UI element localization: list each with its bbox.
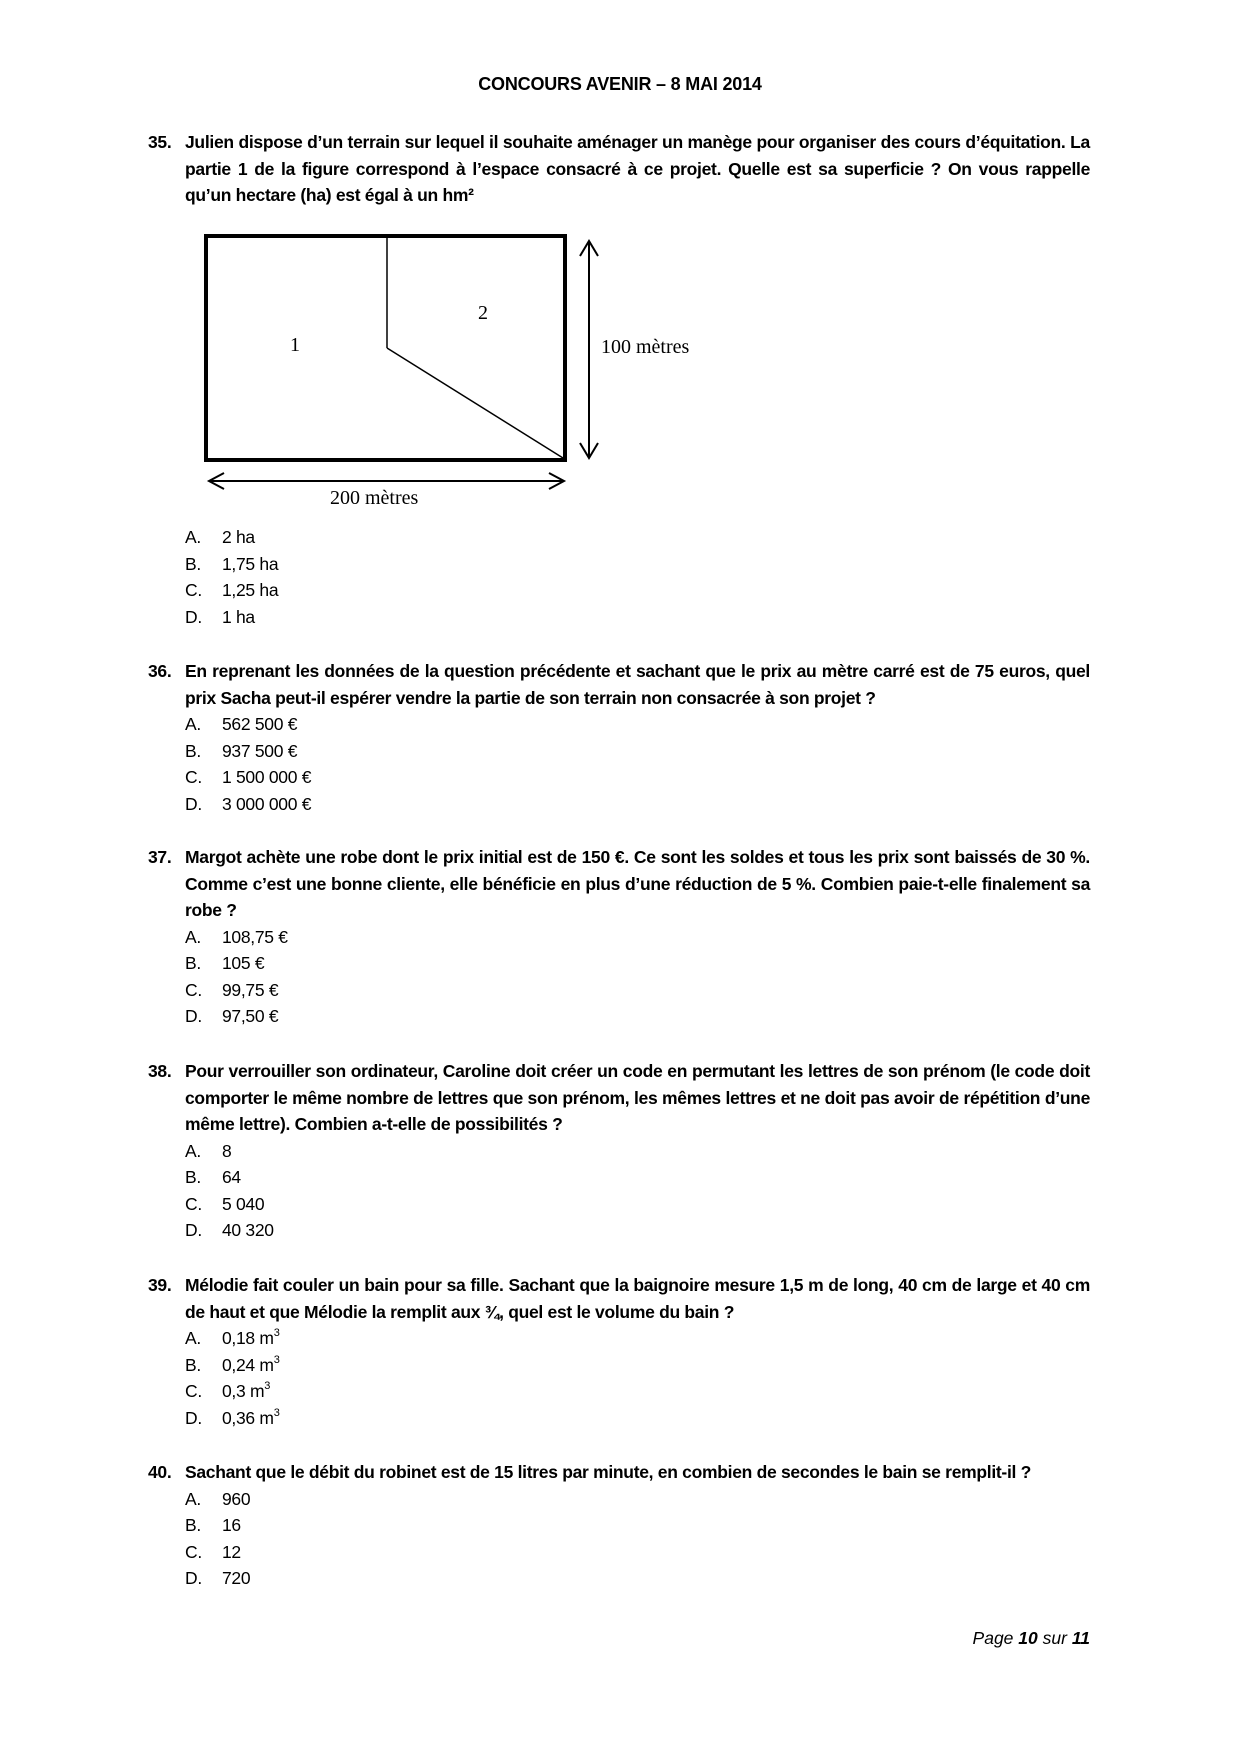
question-38 <box>148 1058 1090 1244</box>
question-text: Julien dispose d’un terrain sur lequel il souhaite aménager un manège pour organiser des cours d’équitation. La partie 1 de la figure correspond à l’espace consacré à ce projet. Quelle est sa superficie ? On vous rappelle qu’un hectare (ha) est égal à un hm² <box>185 132 1090 205</box>
option-a: A. 8 <box>185 1140 232 1161</box>
option-c: C. 12 <box>185 1541 241 1562</box>
option-c: C. 1,25 ha <box>185 580 279 601</box>
page-footer: Page 10 sur 11 <box>972 1628 1090 1648</box>
option-c: C. 99,75 € <box>185 979 279 1000</box>
current-page-number: 10 <box>1018 1628 1038 1648</box>
total-pages-number: 11 <box>1071 1628 1090 1648</box>
question-36 <box>148 658 1090 817</box>
option-d: D. 1 ha <box>185 606 255 627</box>
question-number: 39. <box>148 1275 172 1295</box>
question-number: 38. <box>148 1061 172 1081</box>
option-a: A. 2 ha <box>185 527 255 547</box>
option-d: D. 720 <box>185 1568 251 1589</box>
option-b: B. 105 € <box>185 953 265 974</box>
question-text: Pour verrouiller son ordinateur, Caroline doit créer un code en permutant les lettres de son prénom (le code doit comporter le même nombre de lettres que son prénom, les mêmes lettres et ne doit pas avoir de répétition d’une même lettre). Combien a-t-elle de possibilités ? <box>185 1061 1090 1134</box>
question-text: Sachant que le débit du robinet est de 15 litres par minute, en combien de secondes le bain se remplit-il ? <box>185 1462 1032 1482</box>
option-b: B. 16 <box>185 1515 241 1536</box>
part-1-label: 1 <box>290 334 300 356</box>
option-a: A. 108,75 € <box>185 926 288 947</box>
question-number: 35. <box>148 132 172 152</box>
question-number: 40. <box>148 1462 172 1482</box>
option-b: B. 937 500 € <box>185 740 298 761</box>
question-35 <box>148 129 1090 209</box>
option-a: A. 0,18 $m^3$ <box>185 1327 280 1348</box>
question-39 <box>148 1272 1090 1431</box>
question-number: 37. <box>148 847 172 867</box>
question-text: Mélodie fait couler un bain pour sa fille. Sachant que la baignoire mesure 1,5 m de long, 40 cm de large et 40 cm de haut et que Mélodie la remplit aux ¾, quel est le volume du bain ? <box>185 1275 1090 1322</box>
option-c: C. 1 500 000 € <box>185 767 312 788</box>
height-dimension-label: 100 mètres <box>601 336 690 358</box>
option-d: D. 3 000 000 € <box>185 793 312 814</box>
option-c: C. 0,3 $m^3$ <box>185 1380 271 1402</box>
option-b: B. 64 <box>185 1167 241 1188</box>
option-d: D. 0,36 $m^3$ <box>185 1406 280 1428</box>
question-number: 36. <box>148 661 172 681</box>
page-header: CONCOURS AVENIR – 8 MAI 2014 <box>478 74 762 94</box>
question-text: En reprenant les données de la question précédente et sachant que le prix au mètre carré est de 75 euros, quel prix Sacha peut-il espérer vendre la partie de son terrain non consacrée à son projet ? <box>185 661 1090 708</box>
option-c: C. 5 040 <box>185 1193 265 1214</box>
question-35-options <box>148 524 1090 630</box>
option-a: A. 960 <box>185 1488 251 1509</box>
option-b: B. 1,75 ha <box>185 553 279 574</box>
width-dimension-label: 200 mètres <box>330 487 419 509</box>
question-40 <box>148 1459 1090 1592</box>
option-a: A. 562 500 € <box>185 714 298 734</box>
option-d: D. 97,50 € <box>185 1006 279 1027</box>
part-2-label: 2 <box>478 302 488 324</box>
option-b: B. 0,24 $m^3$ <box>185 1353 280 1375</box>
question-37 <box>148 844 1090 1030</box>
option-d: D. 40 320 <box>185 1220 274 1241</box>
question-text: Margot achète une robe dont le prix initial est de 150 €. Ce sont les soldes et tous les prix sont baissés de 30 %. Comme c’est une bonne cliente, elle bénéficie en plus d’une réduction de 5 %. Combien paie-t-elle finalement sa robe ? <box>185 847 1090 920</box>
